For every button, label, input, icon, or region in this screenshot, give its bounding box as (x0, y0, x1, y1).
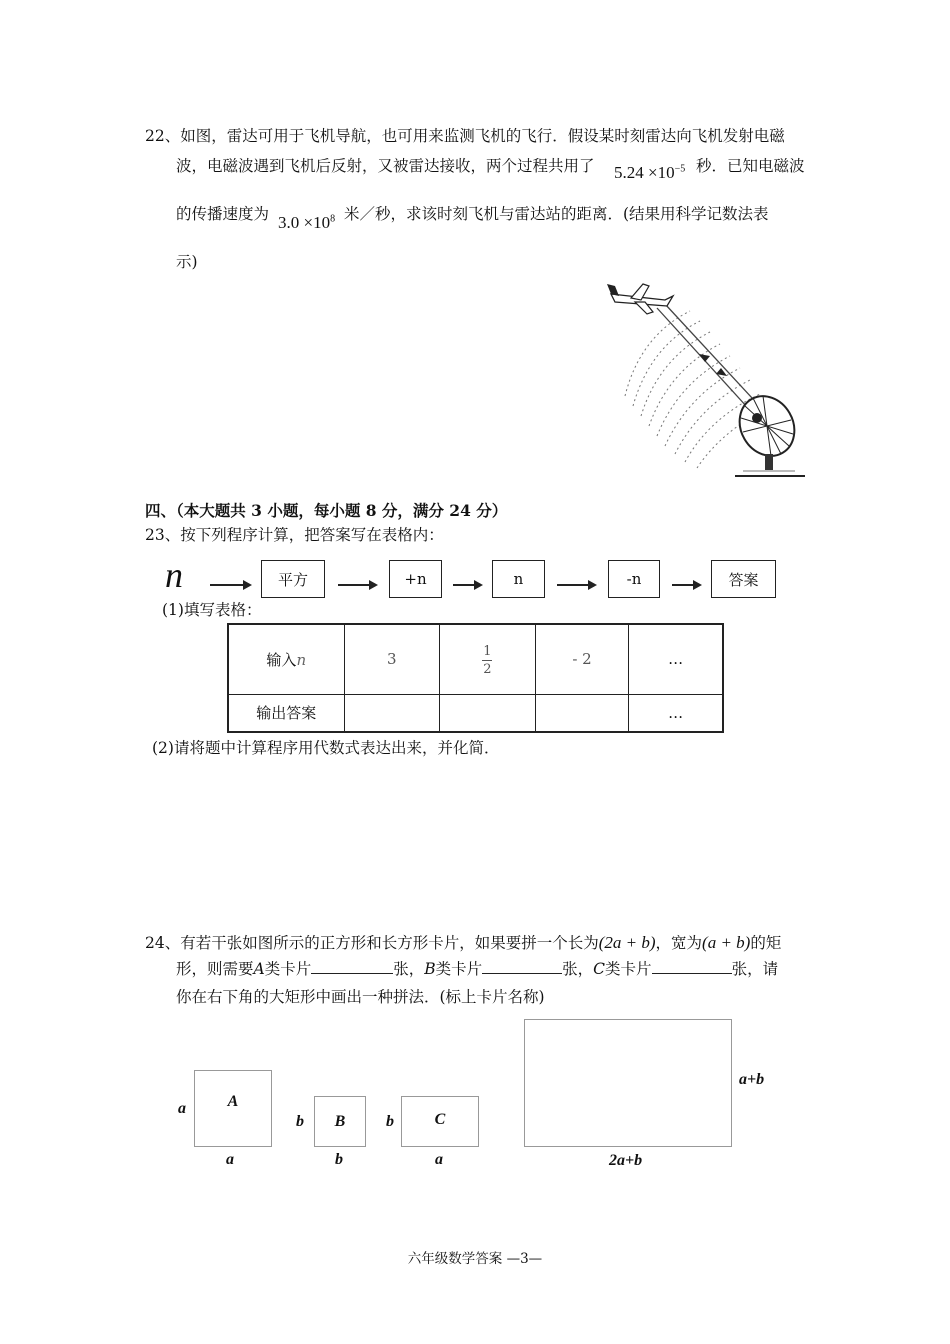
q24-line3: 你在右下角的大矩形中画出一种拼法．(标上卡片名称) (176, 988, 545, 1006)
q23-table (227, 623, 724, 733)
card-a-name: A (227, 1092, 239, 1110)
q24-card-c-ref: C (593, 960, 606, 978)
q22-line2a: 波，电磁波遇到飞机后反射，又被雷达接收，两个过程共用了 (176, 157, 595, 175)
table-cell-input-1: 3 (344, 624, 440, 694)
flow-arrow-1 (210, 584, 250, 586)
section4-title: 四、（本大题共 3 小题，每小题 8 分，满分 24 分） (145, 501, 508, 520)
card-c-side-label: b (386, 1113, 394, 1130)
airplane-icon (607, 284, 673, 314)
q24-line1c: 的矩 (750, 934, 782, 952)
q24-text: 张， (393, 960, 425, 978)
q24-card-b-ref: B (424, 960, 436, 978)
q24-length-expr: (2a + b) (598, 933, 656, 952)
table-cell-input-label (228, 624, 344, 694)
card-c (401, 1096, 479, 1147)
table-cell-output-1[interactable] (344, 694, 440, 732)
fraction-one-half (482, 644, 492, 677)
table-cell-output-3[interactable] (535, 694, 629, 732)
q22-line2b: 秒．已知电磁波 (696, 157, 805, 175)
q22-time-base: 5.24 ×10 (614, 163, 675, 182)
q22-speed-exp: 8 (330, 213, 336, 225)
flow-box-n: n (492, 560, 545, 598)
blank-a-count[interactable] (311, 957, 393, 974)
q24-line1 (145, 931, 781, 955)
q22-time-exp: −5 (674, 163, 686, 175)
big-rect-side-label: a+b (739, 1071, 765, 1088)
table-cell-input-4: … (629, 624, 723, 694)
card-c-name: C (434, 1110, 446, 1128)
q24-width-expr: (a + b) (702, 933, 751, 952)
q23-n-symbol: n (165, 555, 183, 595)
card-a (194, 1070, 272, 1147)
card-a-side-label: a (178, 1100, 186, 1117)
table-cell-output-2[interactable] (440, 694, 536, 732)
card-b (314, 1096, 366, 1147)
frac-num: 1 (483, 644, 492, 660)
table-row-output (228, 694, 723, 732)
table-cell-input-3: - 2 (535, 624, 629, 694)
flow-box-plus-n: +n (389, 560, 442, 598)
q24-text: 张， (562, 960, 594, 978)
blank-c-count[interactable] (652, 957, 732, 974)
flow-arrow-5 (672, 584, 700, 586)
q23-intro: 23、按下列程序计算，把答案写在表格内： (145, 526, 444, 544)
table-row-input (228, 624, 723, 694)
page-footer: 六年级数学答案 —3— (407, 1251, 543, 1267)
card-a-bottom-label: a (226, 1151, 234, 1168)
q22-time-value (614, 163, 685, 183)
q23-part2: (2)请将题中计算程序用代数式表达出来，并化简． (152, 739, 500, 757)
flow-box-minus-n: -n (608, 560, 660, 598)
q24-text: 类卡片 (435, 960, 483, 978)
table-cell-output-4: … (629, 694, 723, 732)
input-label-text: 输入 (266, 650, 297, 669)
q24-line2 (176, 957, 778, 981)
q22-line4: 示) (176, 253, 198, 271)
frac-den: 2 (483, 662, 492, 678)
q24-text: 形，则需要 (176, 960, 254, 978)
q24-line1b: ，宽为 (655, 934, 703, 952)
flow-box-square: 平方 (261, 560, 325, 598)
flow-arrow-2 (338, 584, 376, 586)
input-label-var: n (296, 650, 307, 669)
flow-arrow-3 (453, 584, 481, 586)
q24-text: 类卡片 (605, 960, 652, 978)
q22-speed-base: 3.0 ×10 (278, 213, 331, 232)
radar-plane-illustration (595, 276, 810, 486)
card-b-side-label: b (296, 1113, 304, 1130)
q22-line1: 22、如图，雷达可用于飞机导航，也可用来监测飞机的飞行．假设某时刻雷达向飞机发射电磁 (145, 127, 785, 145)
blank-b-count[interactable] (482, 957, 562, 974)
q22-speed-value (278, 213, 335, 233)
big-rect-bottom-label: 2a+b (609, 1152, 643, 1169)
q24-text: 类卡片 (264, 960, 312, 978)
card-b-name: B (334, 1112, 346, 1130)
q22-line3b: 米／秒，求该时刻飞机与雷达站的距离．(结果用科学记数法表 (344, 205, 769, 223)
q24-card-a-ref: A (253, 960, 265, 978)
table-cell-output-label: 输出答案 (228, 694, 344, 732)
frac-bar (482, 660, 492, 661)
flow-arrow-4 (557, 584, 595, 586)
card-b-bottom-label: b (335, 1151, 343, 1168)
card-c-bottom-label: a (435, 1151, 443, 1168)
q22-line3a: 的传播速度为 (176, 205, 270, 223)
flow-box-answer: 答案 (711, 560, 776, 598)
table-cell-input-2 (440, 624, 536, 694)
q24-text: 张，请 (731, 960, 779, 978)
big-rectangle-drawing-area[interactable] (524, 1019, 732, 1147)
q24-line1a: 24、有若干张如图所示的正方形和长方形卡片，如果要拼一个长为 (145, 934, 599, 952)
q23-part1: (1)填写表格： (162, 601, 262, 619)
